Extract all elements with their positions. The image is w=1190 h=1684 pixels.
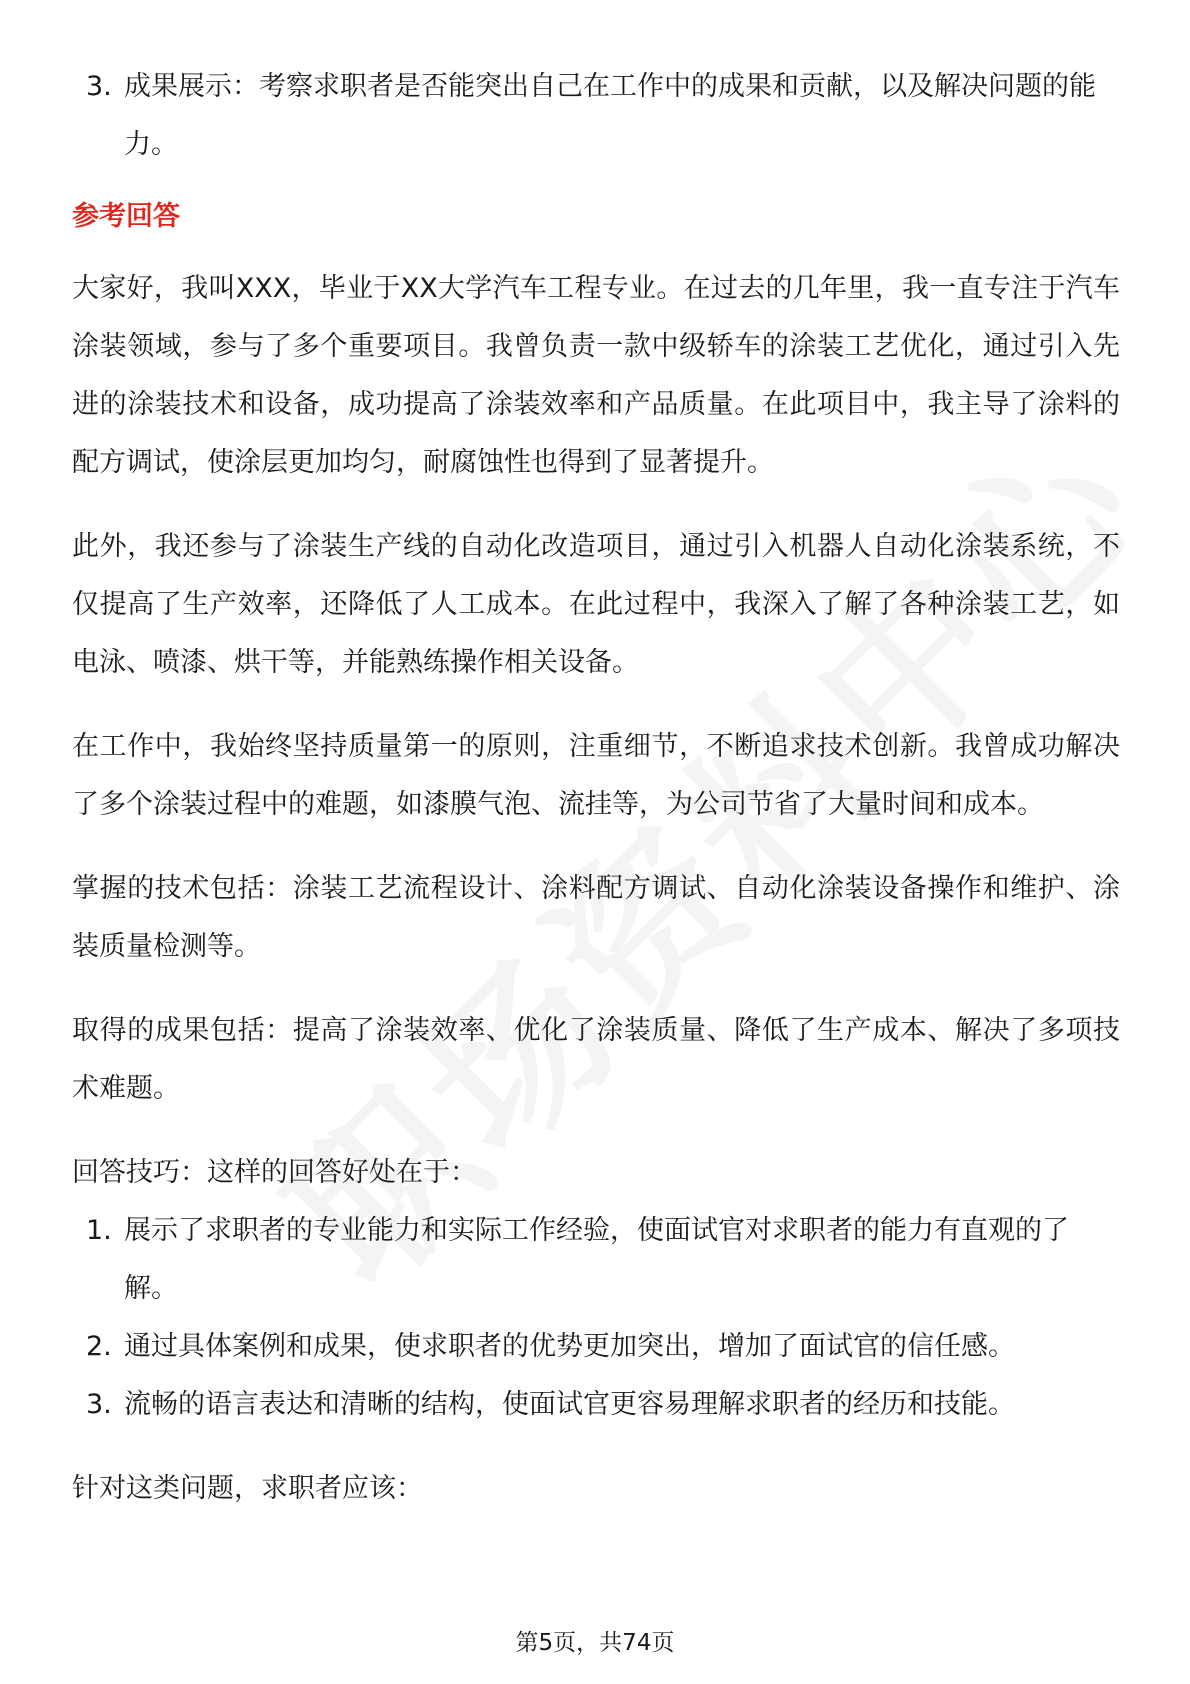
list-item-number: 2.: [86, 1331, 112, 1362]
page-content: [72, 58, 1120, 1518]
list-item: [72, 58, 1120, 174]
list-item-number: 3.: [86, 1389, 112, 1420]
list-item-text: 展示了求职者的专业能力和实际工作经验，使面试官对求职者的能力有直观的了解。: [124, 1215, 1069, 1304]
tips-list: [72, 1202, 1120, 1434]
answer-paragraph: 此外，我还参与了涂装生产线的自动化改造项目，通过引入机器人自动化涂装系统，不仅提高了生产效率，还降低了人工成本。在此过程中，我深入了解了各种涂装工艺，如电泳、喷漆、烘干等，并能熟练操作相关设备。: [72, 531, 1120, 678]
answer-paragraph: 在工作中，我始终坚持质量第一的原则，注重细节，不断追求技术创新。我曾成功解决了多个涂装过程中的难题，如漆膜气泡、流挂等，为公司节省了大量时间和成本。: [72, 731, 1120, 820]
section-heading: 参考回答: [72, 201, 180, 232]
closing-line: 针对这类问题，求职者应该：: [72, 1473, 423, 1504]
list-item: [72, 1376, 1120, 1434]
list-item-number: 1.: [86, 1215, 112, 1246]
achievements-paragraph: 取得的成果包括：提高了涂装效率、优化了涂装质量、降低了生产成本、解决了多项技术难题。: [72, 1015, 1120, 1104]
list-item: [72, 1202, 1120, 1318]
list-item-text: 成果展示：考察求职者是否能突出自己在工作中的成果和贡献，以及解决问题的能力。: [124, 71, 1096, 160]
criteria-list: [72, 58, 1120, 174]
tips-intro: 回答技巧：这样的回答好处在于：: [72, 1157, 477, 1188]
list-item-text: 流畅的语言表达和清晰的结构，使面试官更容易理解求职者的经历和技能。: [124, 1389, 1015, 1420]
skills-paragraph: 掌握的技术包括：涂装工艺流程设计、涂料配方调试、自动化涂装设备操作和维护、涂装质量检测等。: [72, 873, 1120, 962]
answer-paragraph: 大家好，我叫XXX，毕业于XX大学汽车工程专业。在过去的几年里，我一直专注于汽车涂装领域，参与了多个重要项目。我曾负责一款中级轿车的涂装工艺优化，通过引入先进的涂装技术和设备，成功提高了涂装效率和产品质量。在此项目中，我主导了涂料的配方调试，使涂层更加均匀，耐腐蚀性也得到了显著提升。: [72, 273, 1120, 478]
list-item-text: 通过具体案例和成果，使求职者的优势更加突出，增加了面试官的信任感。: [124, 1331, 1015, 1362]
list-item-number: 3.: [86, 71, 112, 102]
page-number: 第5页，共74页: [515, 1630, 675, 1656]
list-item: [72, 1318, 1120, 1376]
